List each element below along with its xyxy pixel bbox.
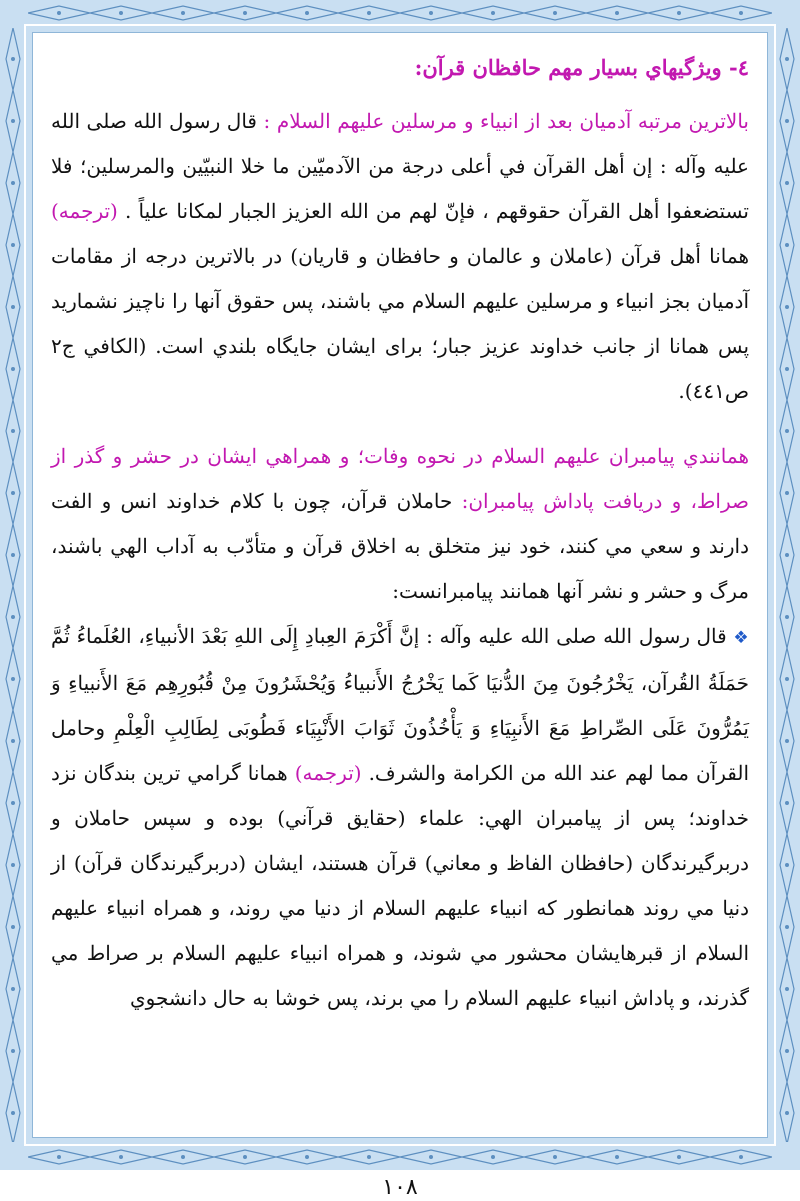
frame-border-top [28,4,772,22]
page-content [32,32,768,1138]
translation-text: همانا گرامي ترين بندگان نزد خداوند؛ پس از پيامبران الهي: علماء (حقايق قرآني) بوده و سپس حاملان و دربرگيرندگان (حافظان الفاظ و معاني) قرآن هستند، ايشان (دربرگيرندگان قرآن) از دنيا مي روند همانطور كه انبياء عليهم السلام از دنيا مي روند، و همراه انبياء عليهم السلام از قبرهايشان محشور مي شوند، و همراه انبياء عليهم السلام بر صراط مي گذرند، و پاداش انبياء عليهم السلام را مي برند، پس خوشا به حال دانشجوي [51,761,749,1010]
paragraph-hadith [51,614,749,1021]
page-number: ١٠٨ [382,1175,418,1200]
frame-border-right [778,28,796,1142]
hadith-text: قال رسول الله صلى الله عليه وآله : إنَّ أَكْرَمَ العِبادِ إِلَى اللهِ بَعْدَ الأنبياءِ، العُلَماءُ ثُمَّ حَمَلَةُ القُرآن، يَخْرُجُونَ مِنَ الدُّنيَا كَما يَخْرُجُ الأَنبياءُ وَيُحْشَرُونَ مِنْ قُبُورِهِم مَعَ الأَنبياءِ وَ يَمُرُّونَ عَلَى الصِّراطِ مَعَ الأَنبِيَاءِ وَ يَأْخُذُونَ ثَوَابَ الأَنْبِيَاء فَطُوبَى لِطَالِبِ الْعِلْمِ وحامل القرآن مما لهم عند الله من الكرامة والشرف. [51,624,750,785]
source-reference: (الكافي ج٢ ص٤٤١). [51,334,749,403]
paragraph-text: حاملان قرآن، چون با كلام خداوند انس و الفت دارند و سعي مي كنند، خود نيز متخلق به اخلاق قرآن و متأدّب به آداب الهي باشند، مرگ و حشر و نشر آنها همانند پيامبرانست: [51,489,749,603]
diamond-bullet-icon: ❖ [733,628,749,648]
translation-label: (ترجمه) [294,761,362,785]
paragraph-prophets-similarity [51,434,749,614]
frame-border-left [4,28,22,1142]
translation-text: همانا أهل قرآن (عاملان و عالمان و حافظان و قاريان) در بالاترين درجه از مقامات آدميان بجز انبياء و مرسلين عليهم السلام مي باشند، پس حقوق آنها را ناچيز نشماريد پس همانا از جانب خداوند عزيز جبار؛ براى ايشان جايگاه بلندي است. [51,244,750,358]
paragraph-highest-rank [51,99,749,414]
hadith-text: قال رسول الله صلى الله عليه وآله : إن أهل القرآن في أعلى درجة من الآدميّين ما خلا النبيّين والمرسلين؛ فلا تستضعفوا أهل القرآن حقوقهم ، فإنّ لهم من الله العزيز الجبار لمكانا علياً . [51,109,749,223]
paragraph-title: بالاترين مرتبه آدميان بعد از انبياء و مرسلين عليهم السلام : [263,109,749,133]
paragraph-title: همانندي پيامبران عليهم السلام در نحوه وفات؛ و همراهي ايشان در حشر و گذر از صراط، و دريافت پاداش پيامبران: [51,444,749,513]
section-heading: ٤- ويژگيهاي بسيار مهم حافظان قرآن: [414,55,749,80]
translation-label: (ترجمه) [51,199,118,223]
paragraph-spacer [51,414,749,434]
frame-border-bottom [28,1148,772,1166]
